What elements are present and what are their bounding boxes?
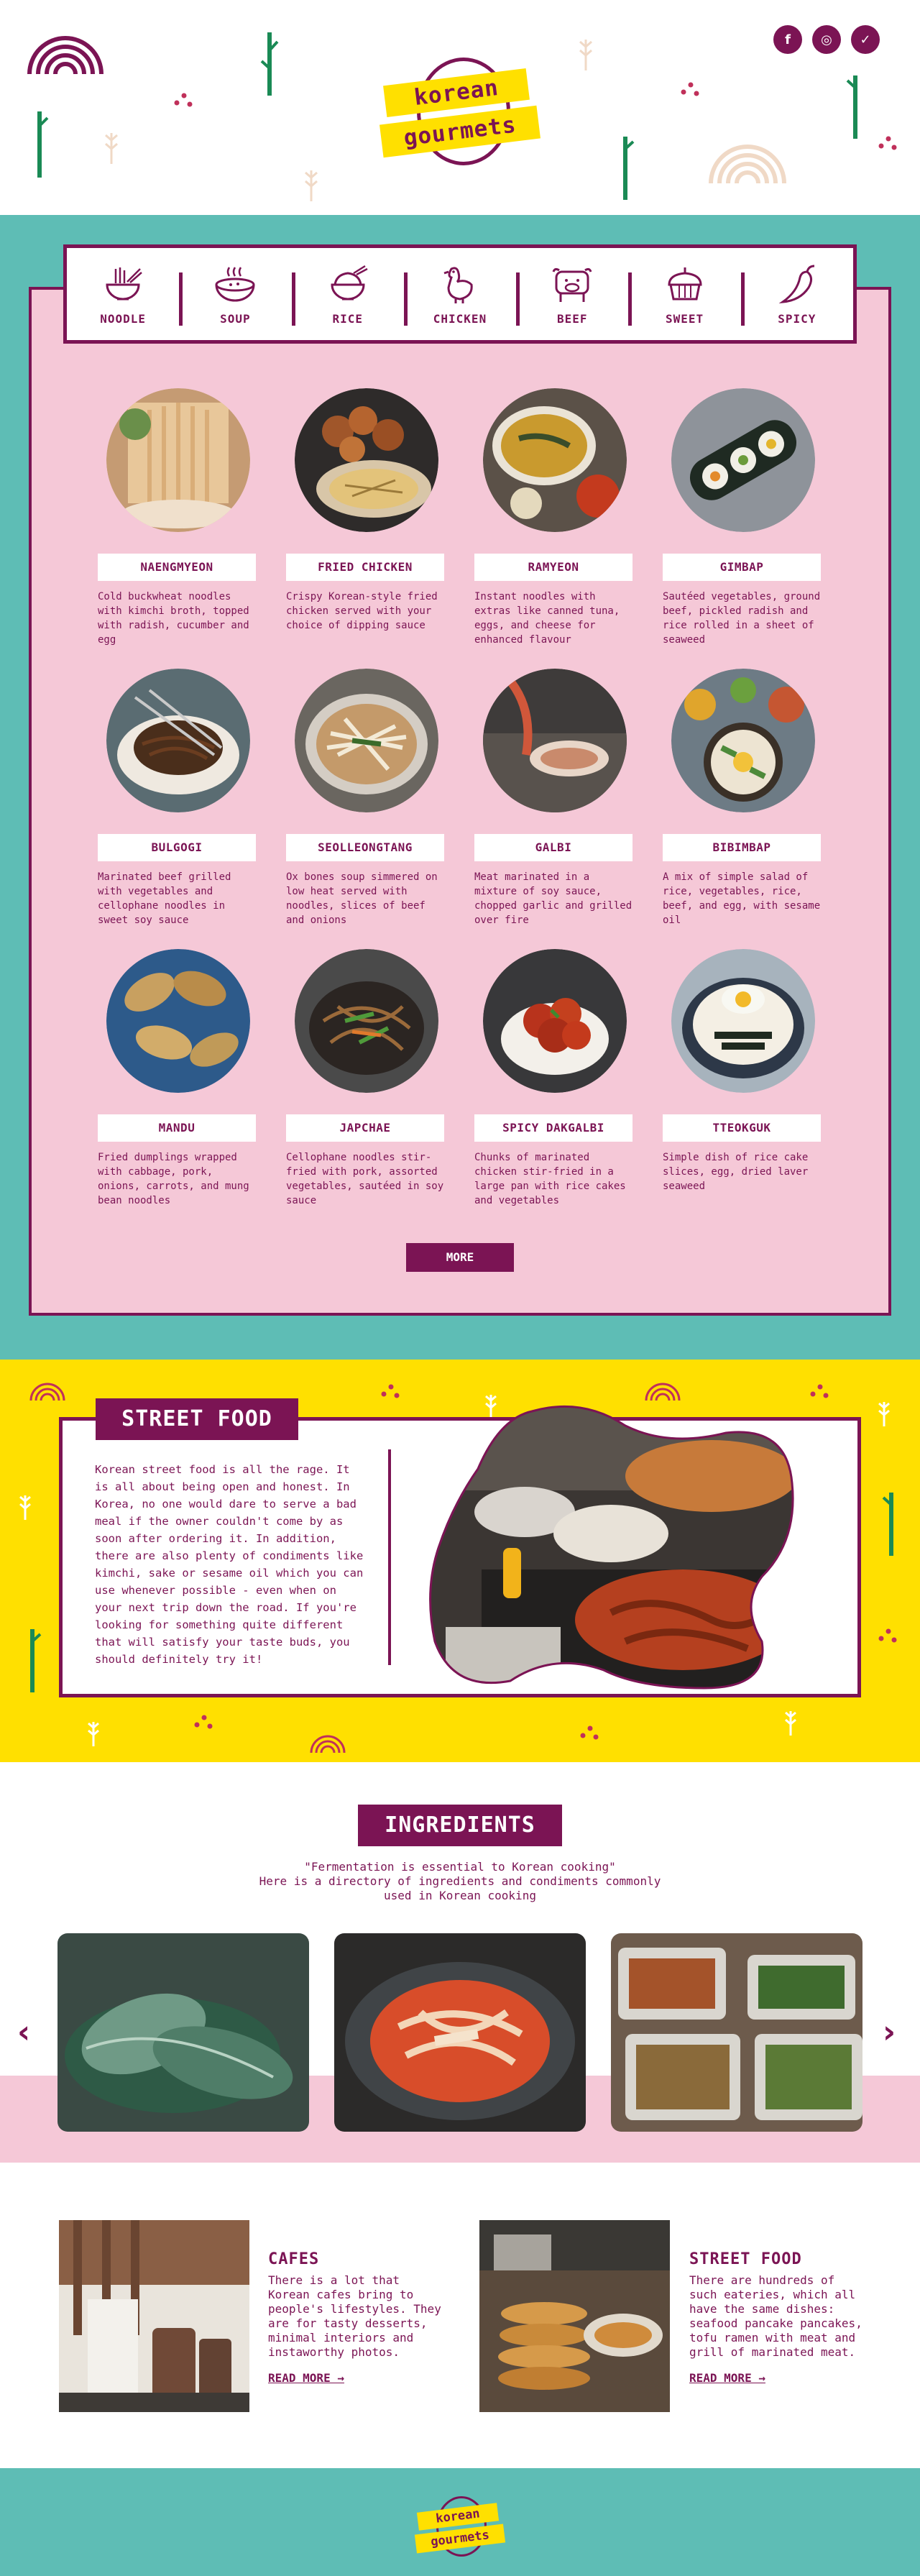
dots-decoration [877, 133, 898, 151]
category-label: SOUP [220, 311, 251, 326]
footer-logo[interactable] [413, 2495, 507, 2559]
category-chicken[interactable] [404, 248, 516, 340]
dish-name: GALBI [474, 834, 632, 861]
category-label: SWEET [665, 311, 704, 326]
category-soup[interactable] [179, 248, 291, 340]
bamboo-decoration [22, 1626, 43, 1694]
dish-card[interactable] [98, 949, 270, 1208]
street-food-photo [479, 2220, 670, 2412]
place-description: There are hundreds of such eateries, which all have the same dishes: seafood pancake pancakes, tofu ramen with meat and grill of marinated meat. [689, 2273, 862, 2359]
twitter-icon[interactable]: ✓ [851, 25, 880, 54]
rainbow-decoration [707, 142, 788, 185]
soup-bowl-icon [213, 263, 257, 306]
instagram-icon[interactable]: ◎ [812, 25, 841, 54]
carousel-prev-arrow-icon[interactable]: ‹ [17, 2014, 31, 2050]
dish-description: Instant noodles with extras like canned tuna, eggs, and cheese for enhanced flavour [474, 591, 620, 646]
dish-card[interactable] [663, 388, 835, 647]
ingredient-photo[interactable] [58, 1933, 309, 2132]
dots-decoration [679, 79, 701, 97]
category-label: CHICKEN [433, 311, 487, 326]
ingredients-section [0, 1762, 920, 2163]
logo-line-1: korean [417, 2503, 499, 2530]
dots-decoration [579, 1723, 600, 1741]
dish-card[interactable] [98, 669, 270, 927]
place-title: STREET FOOD [689, 2250, 802, 2268]
chicken-icon [438, 263, 482, 306]
rainbow-decoration [29, 1381, 66, 1401]
dots-decoration [809, 1381, 830, 1399]
site-header [0, 0, 920, 215]
site-footer [0, 2468, 920, 2576]
dish-card[interactable] [474, 949, 647, 1208]
category-label: BEEF [557, 311, 588, 326]
dish-name: FRIED CHICKEN [286, 554, 444, 581]
social-links [773, 25, 880, 54]
dish-photo [671, 949, 815, 1093]
dish-photo [671, 388, 815, 532]
dish-description: A mix of simple salad of rice, vegetables, rice, beef, and egg, with sesame oil [663, 871, 821, 926]
dish-description: Marinated beef grilled with vegetables and cellophane noodles in sweet soy sauce [98, 871, 231, 926]
category-noodle[interactable] [67, 248, 179, 340]
dots-decoration [172, 90, 194, 108]
street-food-text: Korean street food is all the rage. It is all about being open and honest. In Korea, no one would dare to serve a bad meal if the owner couldn't come by as soon after ordering it. In addition, there are also plenty of condiments like kimchi, sake or sesame oil which you can use whenever possible - even when on your next trip down the road. If you're looking for something quite different that will satisfy your taste buds, you should definitely try it! [95, 1463, 364, 1666]
dots-decoration [193, 1712, 214, 1730]
place-title: CAFES [268, 2250, 320, 2268]
cafe-photo [59, 2220, 249, 2412]
category-label: NOODLE [100, 311, 147, 326]
wheat-decoration [873, 1399, 895, 1428]
rainbow-decoration [26, 35, 105, 76]
dish-card[interactable] [474, 669, 647, 927]
category-sweet[interactable] [628, 248, 740, 340]
dish-card[interactable] [98, 388, 270, 647]
logo-line-1: korean [383, 68, 530, 117]
dots-decoration [877, 1626, 898, 1644]
wheat-decoration [14, 1493, 36, 1521]
bamboo-decoration [615, 133, 636, 201]
bamboo-decoration [845, 72, 866, 140]
read-more-link[interactable]: READ MORE → [268, 2371, 344, 2385]
rainbow-decoration [644, 1381, 681, 1401]
divider [388, 1449, 391, 1665]
dish-photo [106, 669, 250, 812]
dish-photo [295, 949, 438, 1093]
ingredients-title: INGREDIENTS [358, 1805, 562, 1846]
ingredient-photo[interactable] [334, 1933, 586, 2132]
dish-photo [295, 669, 438, 812]
category-spicy[interactable] [741, 248, 853, 340]
carousel-next-arrow-icon[interactable]: › [883, 2014, 896, 2050]
dish-description: Simple dish of rice cake slices, egg, dried laver seaweed [663, 1152, 809, 1192]
dish-description: Fried dumplings wrapped with cabbage, pork, onions, carrots, and mung bean noodles [98, 1152, 249, 1206]
dish-card[interactable] [286, 949, 459, 1208]
dish-name: TTEOKGUK [663, 1114, 821, 1142]
dish-card[interactable] [663, 949, 835, 1193]
facebook-icon[interactable]: f [773, 25, 802, 54]
dish-photo [106, 388, 250, 532]
dish-card[interactable] [286, 669, 459, 927]
wheat-decoration [780, 1708, 801, 1737]
rainbow-decoration [309, 1733, 346, 1754]
ingredients-quote: "Fermentation is essential to Korean cooking" [304, 1860, 616, 1874]
dish-name: BIBIMBAP [663, 834, 821, 861]
logo-line-2: gourmets [415, 2524, 505, 2554]
logo-line-2: gourmets [380, 106, 540, 157]
bamboo-decoration [880, 1489, 902, 1557]
site-logo[interactable] [377, 54, 543, 169]
chili-pepper-icon [776, 263, 819, 306]
dots-decoration [380, 1381, 401, 1399]
dish-name: BULGOGI [98, 834, 256, 861]
dish-description: Crispy Korean-style fried chicken served with your choice of dipping sauce [286, 591, 438, 631]
bamboo-decoration [29, 108, 50, 180]
dish-photo [295, 388, 438, 532]
dish-description: Cold buckwheat noodles with kimchi broth, topped with radish, cucumber and egg [98, 591, 249, 646]
dish-card[interactable] [286, 388, 459, 633]
category-label: RICE [332, 311, 363, 326]
noodle-bowl-icon [101, 263, 144, 306]
dish-name: NAENGMYEON [98, 554, 256, 581]
place-description: There is a lot that Korean cafes bring to people's lifestyles. They are for tasty desserts, minimal interiors and instaworthy photos. [268, 2273, 441, 2359]
street-food-section [0, 1360, 920, 1762]
bamboo-decoration [259, 29, 280, 97]
wheat-decoration [575, 36, 597, 72]
dish-photo [106, 949, 250, 1093]
dish-description: Ox bones soup simmered on low heat served with noodles, slices of beef and onions [286, 871, 438, 926]
category-label: SPICY [778, 311, 816, 326]
cake-icon [663, 263, 707, 306]
dish-name: RAMYEON [474, 554, 632, 581]
category-rice[interactable] [292, 248, 404, 340]
category-bar [63, 244, 857, 344]
dish-card[interactable] [474, 388, 647, 647]
more-button[interactable]: MORE [406, 1243, 514, 1272]
cow-icon [551, 263, 594, 306]
wheat-decoration [300, 167, 322, 203]
dish-description: Meat marinated in a mixture of soy sauce, chopped garlic and grilled over fire [474, 871, 632, 926]
dish-name: SPICY DAKGALBI [474, 1114, 632, 1142]
dish-name: MANDU [98, 1114, 256, 1142]
dish-photo [483, 949, 627, 1093]
ingredients-intro [244, 1860, 676, 1903]
dish-card[interactable] [663, 669, 835, 927]
rice-bowl-icon [326, 263, 369, 306]
dish-description: Chunks of marinated chicken stir-fried in a large pan with rice cakes and vegetables [474, 1152, 626, 1206]
dish-photo [671, 669, 815, 812]
ingredients-subtitle: Here is a directory of ingredients and condiments commonly used in Korean cooking [259, 1874, 661, 1902]
street-food-photo [424, 1404, 798, 1692]
read-more-link[interactable]: READ MORE → [689, 2371, 765, 2385]
dish-description: Cellophane noodles stir-fried with pork, assorted vegetables, sautéed in soy sauce [286, 1152, 444, 1206]
category-beef[interactable] [516, 248, 628, 340]
dish-photo [483, 388, 627, 532]
dish-name: SEOLLEONGTANG [286, 834, 444, 861]
places-section [0, 2163, 920, 2468]
ingredient-photo[interactable] [611, 1933, 862, 2132]
street-food-title: STREET FOOD [96, 1398, 298, 1440]
dish-description: Sautéed vegetables, ground beef, pickled radish and rice rolled in a sheet of seaweed [663, 591, 821, 646]
dish-name: GIMBAP [663, 554, 821, 581]
wheat-decoration [101, 129, 122, 165]
dish-name: JAPCHAE [286, 1114, 444, 1142]
dish-photo [483, 669, 627, 812]
wheat-decoration [83, 1719, 104, 1748]
